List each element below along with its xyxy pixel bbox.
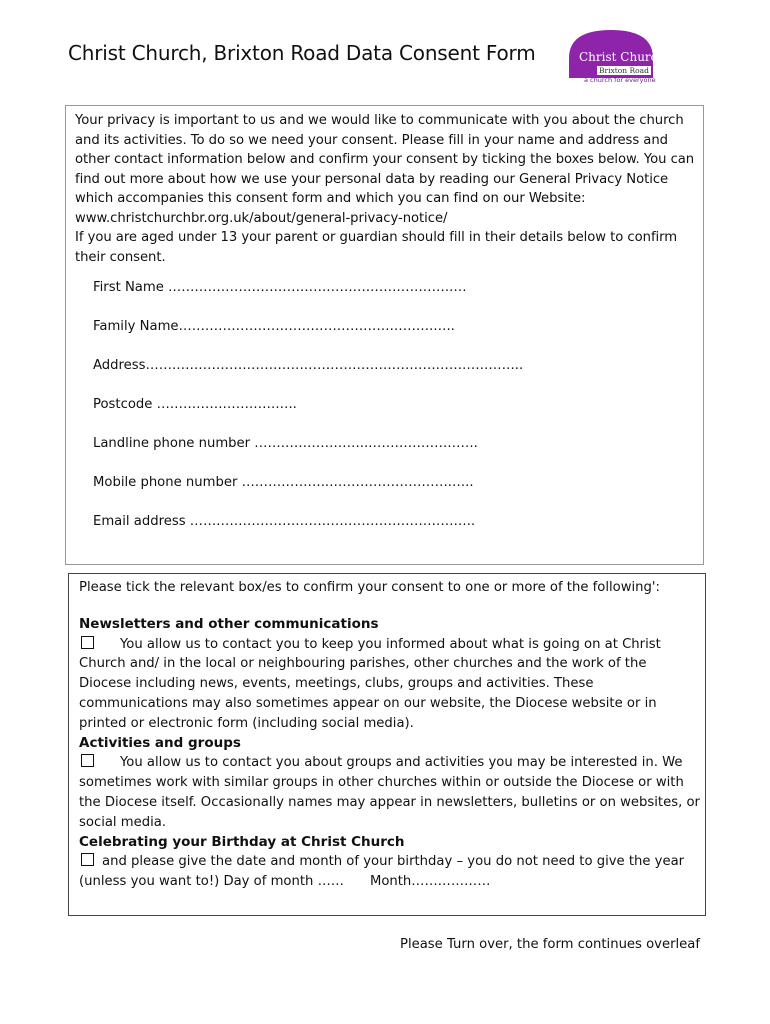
consent-lead: Please tick the relevant box/es to confirm your consent to one or more of the following': bbox=[79, 580, 660, 595]
postcode-leader: ………………………….. bbox=[152, 397, 297, 412]
privacy-intro bbox=[75, 111, 700, 267]
first-name-label: First Name bbox=[93, 280, 164, 295]
form-title: Christ Church, Brixton Road Data Consent Form bbox=[68, 41, 536, 65]
mobile-phone-leader: ………………..……………………….….. bbox=[237, 475, 474, 490]
birthday-option bbox=[79, 852, 701, 892]
landline-phone-field[interactable] bbox=[93, 436, 478, 451]
email-address-leader: ……………………………………………………….. bbox=[185, 514, 476, 529]
address-leader: ………………………………………………………………………….. bbox=[145, 358, 524, 373]
postcode-field[interactable] bbox=[93, 397, 297, 412]
email-address-field[interactable] bbox=[93, 514, 475, 529]
landline-phone-leader: ……………………..……………………. bbox=[250, 436, 478, 451]
activities-text: You allow us to contact you about groups and activities you may be interested in. We sometimes work with similar groups in other churches within or outside the Diocese or with the Diocese itself. Occasionally names may appear in newsletters, bulletins or on websites, or social media. bbox=[79, 755, 700, 830]
family-name-label: Family Name bbox=[93, 319, 179, 334]
birthday-text: and please give the date and month of your birthday – you do not need to give the year (unless you want to!) Day of month …… bbox=[79, 854, 685, 890]
address-label: Address bbox=[93, 358, 146, 373]
landline-phone-label: Landline phone number bbox=[93, 436, 251, 451]
newsletters-heading: Newsletters and other communications bbox=[79, 615, 379, 632]
birthday-month-field[interactable]: Month……………… bbox=[369, 874, 491, 890]
activities-option bbox=[79, 753, 701, 832]
family-name-leader: ………………………………………………….….. bbox=[178, 319, 455, 334]
church-logo bbox=[567, 28, 666, 88]
mobile-phone-label: Mobile phone number bbox=[93, 475, 238, 490]
address-field[interactable] bbox=[93, 358, 523, 373]
birthday-checkbox[interactable] bbox=[81, 853, 94, 866]
mobile-phone-field[interactable] bbox=[93, 475, 474, 490]
consent-section bbox=[79, 578, 701, 892]
newsletters-option bbox=[79, 635, 701, 734]
email-address-label: Email address bbox=[93, 514, 186, 529]
logo-tagline: a church for everyone bbox=[584, 76, 656, 84]
activities-heading: Activities and groups bbox=[79, 734, 241, 751]
family-name-field[interactable] bbox=[93, 319, 455, 334]
turn-over-note: Please Turn over, the form continues overleaf bbox=[400, 937, 701, 952]
logo-title: Christ Church bbox=[579, 50, 666, 64]
birthday-heading: Celebrating your Birthday at Christ Church bbox=[79, 833, 405, 850]
postcode-label: Postcode bbox=[93, 397, 153, 412]
newsletters-text: You allow us to contact you to keep you informed about what is going on at Christ Church and/ in the local or neighbouring parishes, other churches and the work of the Diocese including news, events, meetings, clubs, groups and activities. These communications may also sometimes appear on our website, the Diocese website or in printed or electronic form (including social media). bbox=[79, 636, 661, 731]
logo-subtitle: Brixton Road bbox=[599, 66, 649, 75]
first-name-leader: ……………………………………….……………….… bbox=[163, 280, 467, 295]
intro-paragraph: Your privacy is important to us and we would like to communicate with you about the church and its activities. To do so we need your consent. Please fill in your name and address and other contact information below and confirm your consent by ticking the boxes below. You can find out more about how we use your personal data by reading our General Privacy Notice which accompanies this consent form and which you can find on our Website: www.christchurchbr.org.uk/about/general-privacy-notice/ bbox=[75, 113, 695, 226]
activities-checkbox[interactable] bbox=[81, 754, 94, 767]
guardian-note: If you are aged under 13 your parent or guardian should fill in their details below to confirm their consent. bbox=[75, 230, 678, 265]
newsletters-checkbox[interactable] bbox=[81, 636, 94, 649]
first-name-field[interactable] bbox=[93, 280, 467, 295]
